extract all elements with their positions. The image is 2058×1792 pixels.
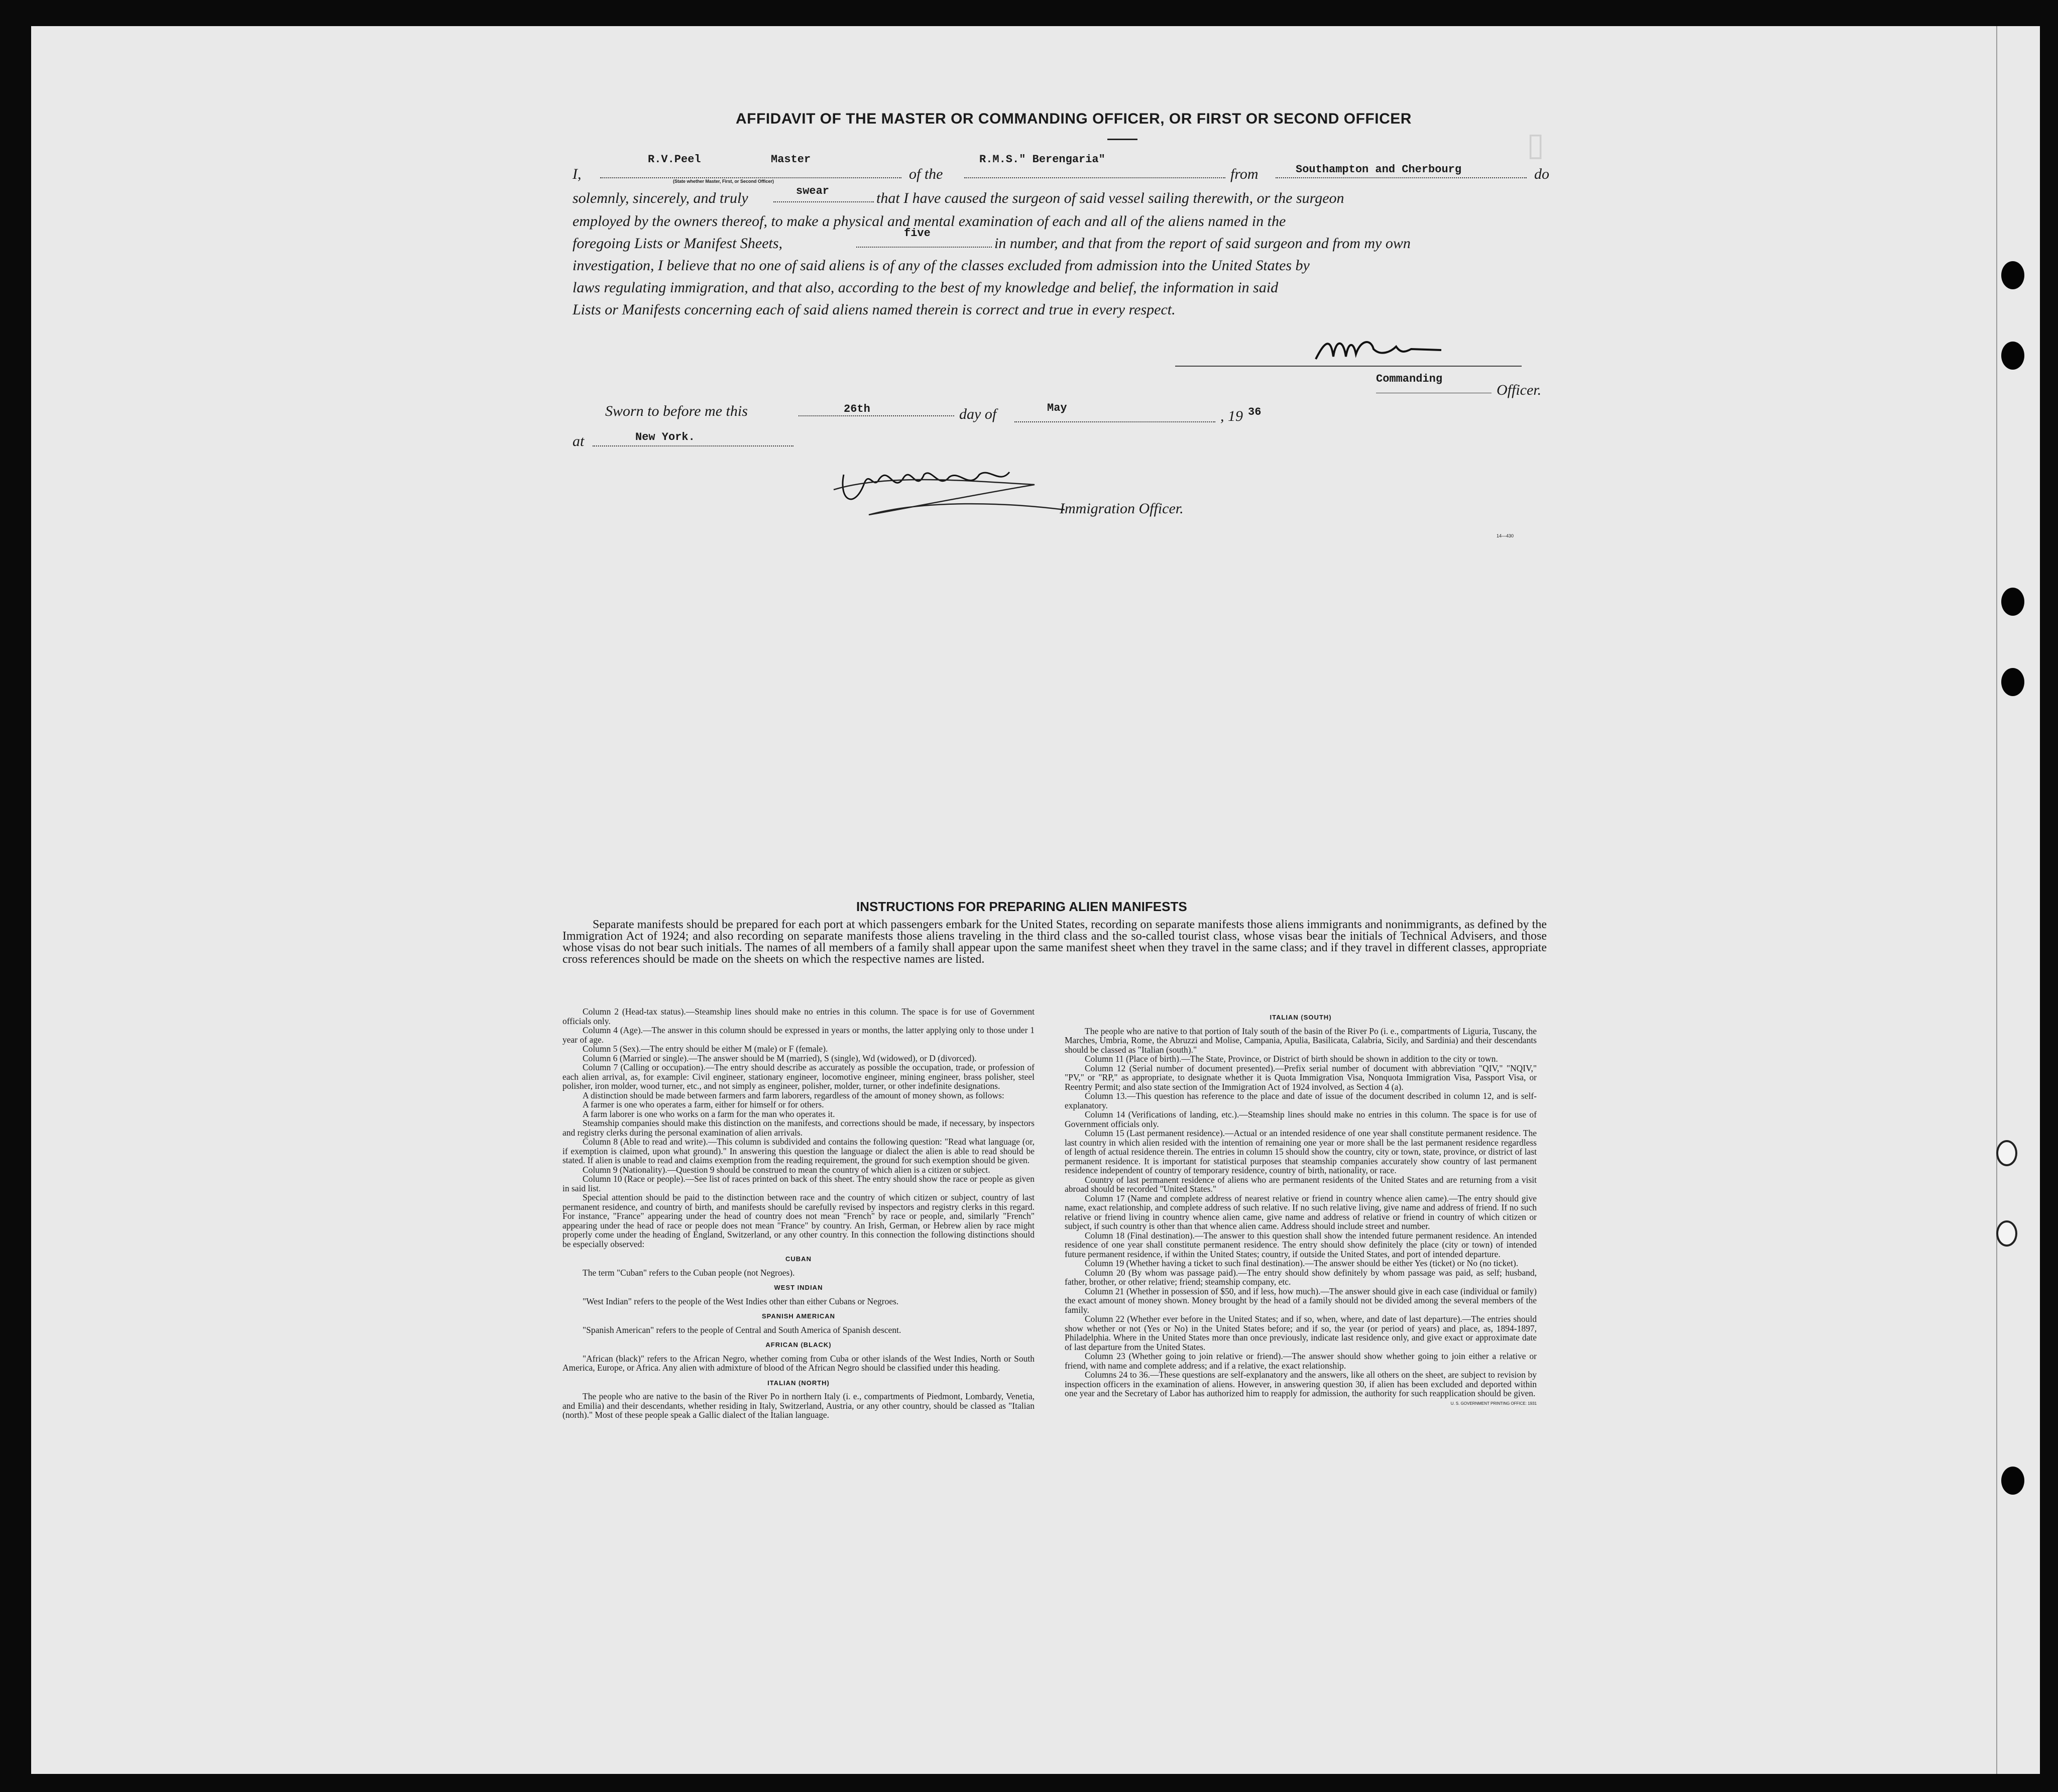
text-employed: employed by the owners thereof, to make a physical and mental examination of each and all of the aliens named in the (573, 213, 1286, 230)
instruction-paragraph: Column 22 (Whether ever before in the United States; and if so, when, where, and date of last departure).—The entries should show whether or not (Yes or No) in the United States before; and if so, the year (or period of years) and place, as, 1894-1897, Philadelphia. Where in the United States more than once previously, indicate last residence only, and give exact or approximate date of last departure from the United States. (1065, 1314, 1537, 1352)
officer-label: Officer. (1497, 382, 1542, 398)
instruction-paragraph: Column 5 (Sex).—The entry should be either M (male) or F (female). (583, 1044, 828, 1054)
instruction-paragraph: The people who are native to the basin of the River Po in northern Italy (i. e., compartments of Piedmont, Lombardy, Venetia, and Emilia) and their descendants, whether residing in Italy, Switzerland, Austria, or any other country, should be classed as "Italian (north)." Most of these people speak a Gallic dialect of the Italian language. (562, 1391, 1035, 1420)
instruction-paragraph: Column 10 (Race or people).—See list of races printed on back of this sheet. The entry should show the race or people as given in said list. (562, 1174, 1035, 1193)
commanding: Commanding (1376, 373, 1443, 385)
text-at: at (573, 433, 585, 450)
instruction-paragraph: Column 23 (Whether going to join relative or friend).—The answer should show whether going to join either a relative or friend, with name and complete address; and if a relative, the exact relationship. (1065, 1351, 1537, 1371)
rank-note: (State whether Master, First, or Second Officer) (673, 179, 774, 184)
instruction-paragraph: A farm laborer is one who works on a farm for the man who operates it. (583, 1108, 835, 1119)
officer-blank (600, 177, 901, 178)
binder-hole (2001, 1467, 2024, 1495)
binder-hole (2001, 342, 2024, 370)
subheading-italian-south: ITALIAN (SOUTH) (1270, 1014, 1332, 1021)
instruction-paragraph: Column 14 (Verifications of landing, etc.).—Steamship lines should make no entries in this column. The space is for use of Government officials only. (1065, 1109, 1537, 1129)
instruction-paragraph: Column 20 (By whom was passage paid).—The entry should show definitely by whom passage was paid, as self; husband, father, brother, or other relative; friend; steamship company, etc. (1065, 1267, 1537, 1287)
instruction-paragraph: The term "Cuban" refers to the Cuban people (not Negroes). (583, 1267, 795, 1278)
text-do: do (1534, 166, 1549, 182)
text-lists: Lists or Manifests concerning each of said aliens named therein is correct and true in every respect. (573, 301, 1176, 318)
alien-count: five (904, 227, 931, 240)
affidavit-title: AFFIDAVIT OF THE MASTER OR COMMANDING OFFICER, OR FIRST OR SECOND OFFICER (736, 110, 1412, 127)
subheading-african: AFRICAN (BLACK) (765, 1341, 832, 1349)
instruction-paragraph: Special attention should be paid to the distinction between race and the country of which citizen or subject, country of last permanent residence, and country of birth, and manifests should be carefully revised by inspectors and registry clerks in this regard. For instance, "France" appearing under the head of country does not mean "French" by race or people, and, similarly "French" appearing under the head of race or people does not mean "France" by country. An Irish, German, or Hebrew alien by race might properly come under the heading of England, Switzerland, or any other country. In this connection the following distinctions should be especially observed: (562, 1192, 1035, 1249)
binder-hole (1996, 1220, 2017, 1247)
text-of: of the (909, 166, 943, 182)
officer-rank: Master (771, 153, 811, 166)
instructions-right-column (1065, 1007, 1537, 1408)
instruction-paragraph: Column 19 (Whether having a ticket to such final destination).—The answer should be either Yes (ticket) or No (no ticket). (1085, 1258, 1519, 1268)
subheading-cuban: CUBAN (785, 1255, 812, 1263)
instruction-paragraph: Column 12 (Serial number of document presented).—Prefix serial number of document with abbreviation "QIV," "NQIV," "PV," or "RP," as appropriate, to designate whether it is Quota Immigration Visa, Nonquota Immigration Visa, Passport Visa, or Reentry Permit; and also state section of the Immigration Act of 1924 involved, as Section 4 (a). (1065, 1063, 1537, 1092)
instruction-paragraph: A farmer is one who operates a farm, either for himself or for others. (583, 1099, 824, 1109)
binder-hole (2001, 668, 2024, 696)
immigration-officer-label: Immigration Officer. (1060, 500, 1184, 517)
printing-office: U. S. GOVERNMENT PRINTING OFFICE: 1931 (1450, 1401, 1537, 1406)
year-prefix: , 19 (1220, 408, 1243, 424)
month-blank (1014, 421, 1215, 422)
officer-name: R.V.Peel (648, 153, 701, 166)
immigration-officer-signature (824, 455, 1105, 530)
binder-hole (2001, 588, 2024, 616)
instruction-paragraph: Column 6 (Married or single).—The answer should be M (married), S (single), Wd (widowed), or D (divorced). (583, 1053, 977, 1063)
count-blank (856, 246, 992, 248)
instruction-paragraph: A distinction should be made between farmers and farm laborers, regardless of the amount of money shown, as follows: (583, 1090, 1004, 1100)
instructions-title: INSTRUCTIONS FOR PREPARING ALIEN MANIFESTS (856, 899, 1187, 914)
instruction-paragraph: "West Indian" refers to the people of the West Indies other than either Cubans or Negroes. (583, 1296, 899, 1306)
oath-blank (773, 201, 874, 202)
bleed-through: ▯ (1527, 126, 1548, 162)
vessel-blank (964, 177, 1225, 178)
instruction-paragraph: "Spanish American" refers to the people of Central and South America of Spanish descent. (583, 1324, 901, 1335)
binder-hole (2001, 261, 2024, 289)
title-rule (1107, 139, 1137, 140)
instruction-paragraph: Column 4 (Age).—The answer in this column should be expressed in years or months, the latter applying only to those under 1 year of age. (562, 1025, 1035, 1045)
instruction-paragraph: Column 11 (Place of birth).—The State, Province, or District of birth should be shown in addition to the city or town. (1085, 1054, 1498, 1064)
instruction-paragraph: Column 17 (Name and complete address of nearest relative or friend in country whence alien came).—The entry should give name, exact relationship, and complete address of such relative. If no such relative living, give name and address of friend. If no such relative or friend living in country whence alien came, give name and address of relative or friend in country of which citizen or subject, if such country is other than that whence alien came. Address should include street and number. (1065, 1193, 1537, 1231)
text-laws: laws regulating immigration, and that also, according to the best of my knowledge and belief, the information in said (573, 279, 1279, 296)
instruction-paragraph: Column 18 (Final destination).—The answer to this question shall show the intended future permanent residence. An intended residence of one year shall constitute permanent residence. The entry should show definitely the place (city or town) of intended future permanent residence, if within the United States; country, if outside the United States, and port of intended departure. (1065, 1230, 1537, 1259)
text-foregoing: foregoing Lists or Manifest Sheets, (573, 235, 783, 252)
instruction-paragraph: "African (black)" refers to the African Negro, whether coming from Cuba or other islands of the West Indies, North or South America, Europe, or Africa. Any alien with admixture of blood of the African Negro should be classified under this heading. (562, 1353, 1035, 1373)
text-i: I, (573, 166, 582, 182)
subheading-west-indian: WEST INDIAN (774, 1284, 823, 1291)
text-caused: that I have caused the surgeon of said vessel sailing therewith, or the surgeon (876, 190, 1344, 206)
subheading-italian-north: ITALIAN (NORTH) (767, 1379, 830, 1387)
form-number: 14—430 (1497, 533, 1514, 538)
instruction-paragraph: Column 15 (Last permanent residence).—Actual or an intended residence of one year shall constitute permanent residence. The last country in which alien resided with the intention of remaining one year or more shall be the last permanent residence regardless of length of actual residence therein. The entries in column 15 should show the country, city or town, state, province, or district of last permanent residence. It is important for statistical purposes that steamship companies accurately show country of last permanent residence independent of country of temporary residence, country of birth, nationality, or race. (1065, 1128, 1537, 1175)
instructions-left-column (562, 1007, 1035, 1420)
sworn-year: 36 (1248, 406, 1262, 418)
instruction-paragraph: The people who are native to that portion of Italy south of the basin of the River Po (i. e., compartments of Liguria, Tuscany, the Marches, Umbria, Rome, the Abruzzi and Molise, Campania, Apulia, Basilicata, Calabria, Sicily, and Sardinia) and their descendants should be classed as "Italian (south)." (1065, 1026, 1537, 1055)
instructions-intro: Separate manifests should be prepared for each port at which passengers embark for the United States, recording on separate manifests those aliens immigrants and nonimmigrants, as defined by the Immigration Act of 1924; and also recording on separate manifests those aliens traveling in the third class and the so-called tourist class, whose visas bear the initials of Technical Advisers, and those whose visas do not bear such initials. The names of all members of a family shall appear upon the same manifest sheet when they travel in the same class; and if they travel in different classes, appropriate cross references should be made on the sheets on which the respective names are listed. (562, 918, 1547, 966)
instruction-paragraph: Column 2 (Head-tax status).—Steamship lines should make no entries in this column. The space is for use of Government officials only. (562, 1006, 1035, 1026)
instruction-paragraph: Column 9 (Nationality).—Question 9 should be construed to mean the country of which alien is a citizen or subject. (583, 1164, 990, 1175)
text-investigation: investigation, I believe that no one of said aliens is of any of the classes excluded from admission into the United States by (573, 257, 1310, 274)
text-sworn: Sworn to before me this (605, 403, 748, 419)
master-signature (1306, 329, 1517, 369)
sworn-place: New York. (635, 431, 695, 443)
sworn-day: 26th (844, 403, 870, 415)
sworn-month: May (1047, 402, 1067, 414)
day-blank (798, 415, 954, 416)
ports: Southampton and Cherbourg (1296, 163, 1462, 176)
place-blank (593, 445, 793, 446)
instruction-paragraph: Column 21 (Whether in possession of $50, and if less, how much).—The answer should give in each case (individual or family) the exact amount of money shown. Money brought by the head of a family should not be divided among the several members of the family. (1065, 1286, 1537, 1315)
text-solemnly: solemnly, sincerely, and truly (573, 190, 748, 206)
instruction-paragraph: Steamship companies should make this distinction on the manifests, and corrections should be made, if necessary, by inspectors and registry clerks during the personal examination of alien arrivals. (562, 1118, 1035, 1138)
instruction-paragraph: Country of last permanent residence of aliens who are permanent residents of the United States and are returning from a visit abroad should be recorded "United States." (1065, 1174, 1537, 1194)
instruction-paragraph: Column 13.—This question has reference to the place and date of issue of the document described in column 12, and is self-explanatory. (1065, 1091, 1537, 1110)
page-edge (1996, 26, 1997, 1774)
signature-line (1175, 366, 1522, 367)
vessel-name: R.M.S." Berengaria" (979, 153, 1105, 166)
text-day-of: day of (959, 406, 997, 422)
binder-hole (1996, 1140, 2017, 1166)
text-from: from (1230, 166, 1259, 182)
oath: swear (796, 185, 830, 197)
instruction-paragraph: Column 8 (Able to read and write).—This column is subdivided and contains the following question: "Read what language (or, if exemption is claimed, upon what ground)." In answering this question the language or dialect the alien is able to read should be stated. If alien is unable to read and claims exemption from the reading requirement, the ground for such exemption should be given. (562, 1137, 1035, 1165)
instruction-paragraph: Columns 24 to 36.—These questions are self-explanatory and the answers, like all others on the sheet, are subject to revision by inspection officers in the examination of aliens. However, in answering question 30, if alien has been excluded and deported within one year and the Secretary of Labor has authorized him to reapply for admission, the authority for such reapplication should be given. (1065, 1370, 1537, 1398)
ports-blank (1276, 177, 1527, 178)
instruction-paragraph: Column 7 (Calling or occupation).—The entry should describe as accurately as possible the occupation, trade, or profession of each alien arrival, as, for example: Civil engineer, stationary engineer, locomotive engineer, mining engineer, brass polisher, steel polisher, iron molder, wood turner, etc., and not simply as engineer, polisher, molder, turner, or other indefinite designations. (562, 1062, 1035, 1091)
text-number: in number, and that from the report of said surgeon and from my own (994, 235, 1411, 252)
subheading-spanish-american: SPANISH AMERICAN (761, 1312, 835, 1320)
